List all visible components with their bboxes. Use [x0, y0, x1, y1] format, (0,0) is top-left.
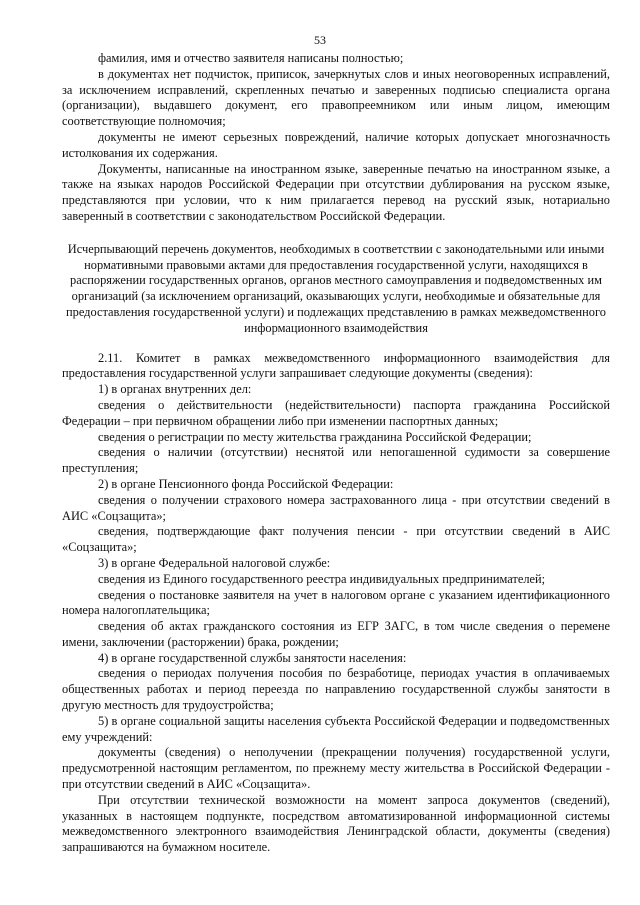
list-item: сведения об актах гражданского состояния из ЕГР ЗАГС, в том числе сведения о перемене имени, заключении (расторжении) брака, рождении;	[62, 619, 610, 649]
list-item: документы (сведения) о неполучении (прекращении получения) государственной услуги, предусмотренной настоящим регламентом, по прежнему месту жительства в Российской Федерации - при отсутствии сведений в АИС «Соцзащита».	[62, 745, 610, 792]
list-item: 1) в органах внутренних дел:	[98, 382, 252, 397]
list-item: сведения о периодах получения пособия по безработице, периодах участия в оплачиваемых общественных работах и период переезда по направлению государственной службы занятости в другую местность для трудоустройства;	[62, 666, 610, 713]
paragraph: Документы, написанные на иностранном языке, заверенные печатью на иностранном языке, а также на языках народов Российской Федерации при отсутствии дублирования на русском языке, представляются при условии, что к ним прилагается перевод на русский язык, нотариально заверенный в соответствии с законодательством Российской Федерации.	[62, 161, 610, 223]
list-item: сведения о постановке заявителя на учет в налоговом органе с указанием идентификационного номера налогоплательщика;	[62, 587, 610, 618]
document-body	[62, 51, 610, 856]
paragraph: При отсутствии технической возможности на момент запроса документов (сведений), указанных в настоящем подпункте, посредством автоматизированной информационной системы межведомственного электронного взаимодействия Ленинградской области, документы (сведения) запрашиваются на бумажном носителе.	[62, 792, 610, 855]
list-item: сведения, подтверждающие факт получения пенсии - при отсутствии сведений в АИС «Соцзащита»;	[62, 524, 610, 555]
list-item: сведения о получении страхового номера застрахованного лица - при отсутствии сведений в АИС «Соцзащита»;	[62, 492, 610, 523]
paragraph: 2.11. Комитет в рамках межведомственного информационного взаимодействия для предоставления государственной услуги запрашивает следующие документы (сведения):	[62, 350, 610, 381]
page-number: 53	[314, 33, 326, 47]
paragraph: в документах нет подчисток, приписок, зачеркнутых слов и иных неоговоренных исправлений, за исключением исправлений, скрепленных печатью и заверенных подписью специалиста органа (организации), выдавшего документ, его правопреемником или иным лицом, имеющим соответствующие полномочия;	[62, 66, 610, 129]
spacer	[62, 225, 610, 242]
section-title: Исчерпывающий перечень документов, необходимых в соответствии с законодательными или иными нормативными правовыми актами для предоставления государственной услуги, находящихся в распоряжении государственных органов, органов местного самоуправления и подведомственных им организаций (за исключением организаций, оказывающих услуги, необходимые и обязательные для предоставления государственной услуги) и подлежащих представлению в рамках межведомственного информационного взаимодействия	[66, 241, 606, 335]
paragraph: фамилия, имя и отчество заявителя написаны полностью;	[98, 51, 404, 65]
list-item: сведения о регистрации по месту жительства гражданина Российской Федерации;	[98, 429, 532, 444]
spacer	[62, 337, 610, 351]
list-item: 2) в органе Пенсионного фонда Российской Федерации:	[98, 476, 394, 491]
paragraph: документы не имеют серьезных повреждений, наличие которых допускает многозначность истолкования их содержания.	[62, 129, 610, 160]
list-item: 4) в органе государственной службы занятости населения:	[98, 650, 407, 665]
list-item: 5) в органе социальной защиты населения субъекта Российской Федерации и подведомственных ему учреждений:	[62, 713, 610, 744]
list-item: 3) в органе Федеральной налоговой службе:	[98, 555, 331, 570]
list-item: сведения о действительности (недействительности) паспорта гражданина Российской Федерации – при первичном обращении либо при изменении паспортных данных;	[62, 397, 610, 428]
list-item: сведения из Единого государственного реестра индивидуальных предпринимателей;	[98, 571, 546, 586]
list-item: сведения о наличии (отсутствии) неснятой или непогашенной судимости за совершение преступления;	[62, 445, 610, 476]
